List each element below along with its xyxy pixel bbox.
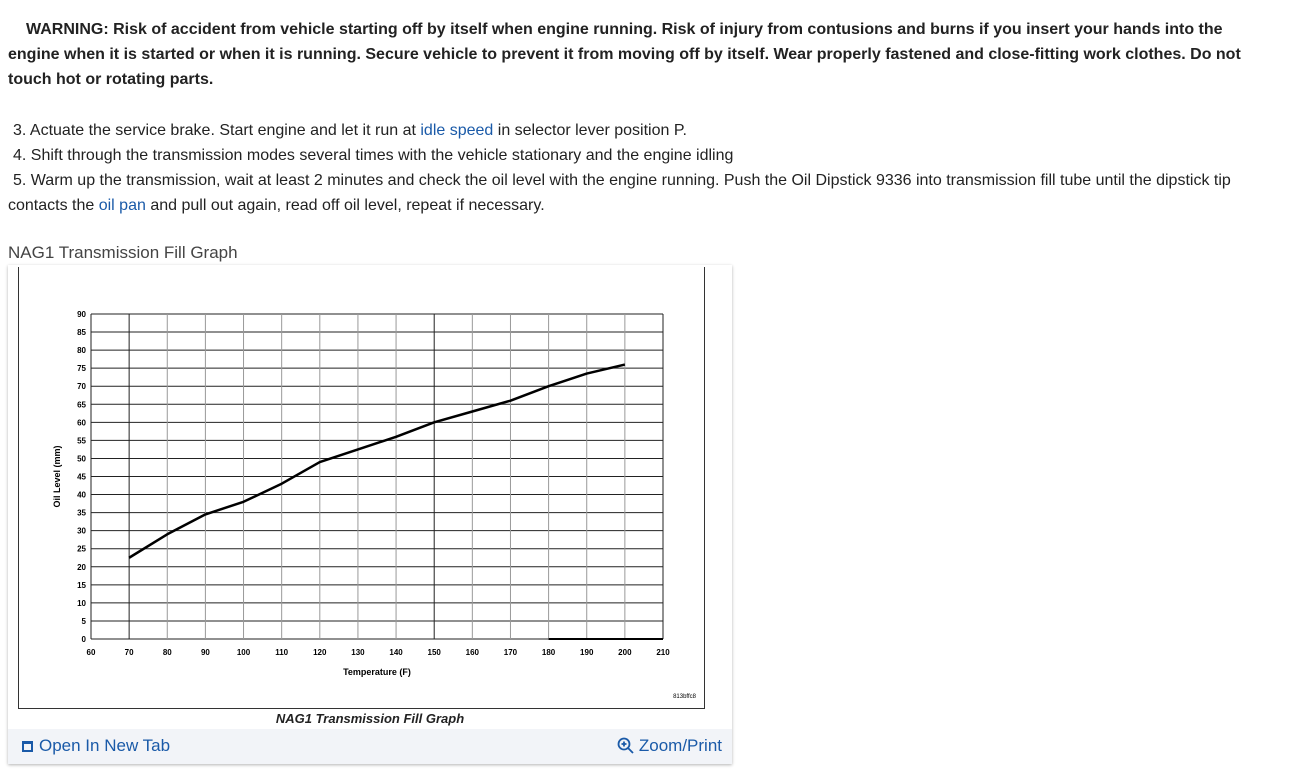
- y-tick-label: 30: [77, 526, 86, 536]
- x-tick-label: 90: [200, 648, 210, 657]
- y-tick-label: 85: [77, 328, 86, 338]
- figure-toolbar: [8, 729, 732, 764]
- step-4: 4. Shift through the transmission modes several times with the vehicle stationary and the engine idling: [13, 147, 734, 164]
- x-tick-label: 150: [427, 648, 441, 657]
- y-tick-label: 90: [77, 310, 86, 319]
- x-tick-label: 200: [618, 648, 632, 657]
- x-tick-label: 110: [275, 648, 289, 657]
- fill-graph-chart: [8, 265, 732, 705]
- open-new-tab-icon: [22, 741, 33, 752]
- y-tick-label: 45: [77, 472, 86, 482]
- zoom-print-label: Zoom/Print: [638, 736, 722, 755]
- x-tick-label: 190: [580, 648, 594, 657]
- x-tick-label: 210: [656, 648, 670, 657]
- step-5: [8, 168, 1258, 218]
- y-tick-label: 75: [77, 364, 86, 374]
- x-tick-label: 180: [541, 648, 556, 657]
- y-tick-label: 50: [77, 454, 86, 464]
- oil-pan-link[interactable]: oil pan: [98, 197, 146, 214]
- x-tick-label: 170: [503, 648, 518, 657]
- x-tick-label: 100: [236, 648, 251, 657]
- step-5-text-end: and pull out again, read off oil level, repeat if necessary.: [145, 197, 545, 214]
- y-tick-label: 65: [77, 400, 86, 410]
- step-3: [8, 118, 1258, 143]
- figure-container: [8, 265, 732, 764]
- step-3-text-end: in selector lever position P.: [493, 122, 687, 139]
- y-tick-label: 60: [77, 418, 86, 428]
- y-tick-label: 15: [77, 580, 86, 590]
- x-tick-label: 120: [313, 648, 327, 657]
- y-tick-label: 55: [77, 436, 86, 446]
- y-tick-label: 20: [77, 562, 86, 572]
- y-tick-label: 10: [77, 598, 86, 608]
- figure-code: 813bffc8: [673, 694, 696, 700]
- x-tick-label: 160: [465, 648, 480, 657]
- x-tick-label: 60: [86, 648, 96, 657]
- zoom-in-icon: [617, 737, 635, 755]
- y-axis-label: Oil Level (mm): [52, 445, 62, 508]
- y-tick-label: 25: [77, 544, 86, 554]
- idle-speed-link[interactable]: idle speed: [420, 122, 494, 139]
- figure-caption: NAG1 Transmission Fill Graph: [275, 711, 465, 726]
- x-tick-label: 130: [351, 648, 365, 657]
- graph-title: NAG1 Transmission Fill Graph: [8, 243, 238, 262]
- step-3-text: 3. Actuate the service brake. Start engine and let it run at: [13, 122, 421, 139]
- y-tick-label: 5: [81, 616, 86, 626]
- x-tick-label: 80: [162, 648, 172, 657]
- x-axis-label: Temperature (F): [343, 667, 411, 677]
- y-tick-label: 70: [77, 382, 86, 392]
- open-in-new-tab-button[interactable]: [22, 736, 170, 756]
- y-tick-label: 40: [77, 490, 86, 500]
- y-tick-label: 35: [77, 508, 86, 518]
- x-tick-label: 140: [389, 648, 403, 657]
- open-in-new-tab-label: Open In New Tab: [39, 736, 171, 755]
- x-tick-label: 70: [124, 648, 134, 657]
- y-tick-label: 80: [77, 346, 86, 356]
- warning-text: WARNING: Risk of accident from vehicle starting off by itself when engine running. Risk of injury from contusions and burns if you insert your hands into the engine when it is started or when it is running. Secure vehicle to prevent it from moving off by itself. Wear properly fastened and close-fitting work clothes. Do not touch hot or rotating parts.: [8, 21, 1241, 88]
- step-5-text: 5. Warm up the transmission, wait at least 2 minutes and check the oil level with the engine running. Push the Oil Dipstick 9336 into transmission fill tube until the dipstick tip contacts the: [8, 172, 1231, 214]
- procedure-steps: [8, 118, 1258, 218]
- y-tick-label: 0: [81, 635, 86, 644]
- series-line-oil-level: [129, 365, 625, 558]
- zoom-print-button[interactable]: [617, 736, 722, 756]
